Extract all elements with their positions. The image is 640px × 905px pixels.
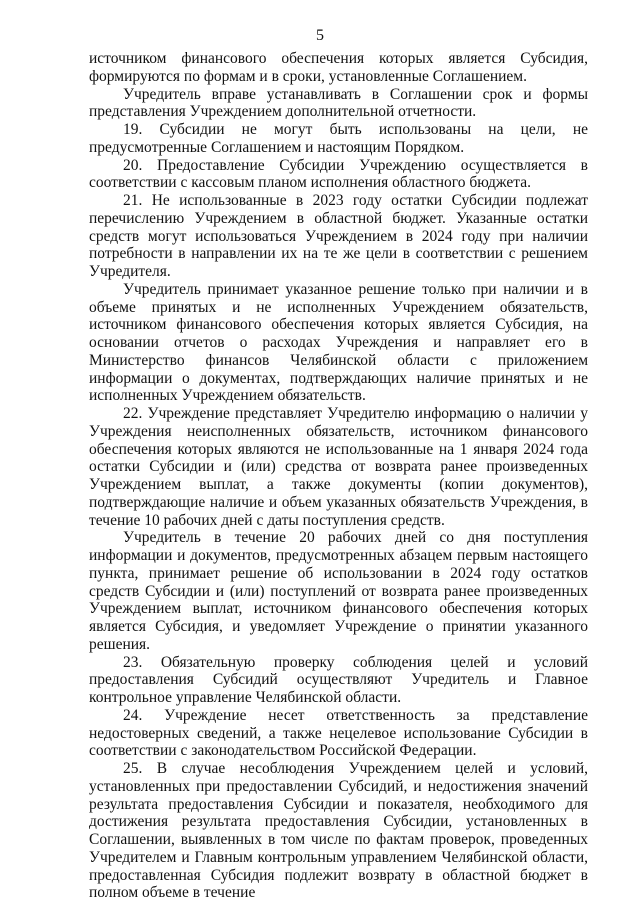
paragraph-clause-23: 23. Обязательную проверку соблюдения целей и условий предоставления Субсидий осуществляют Учредитель и Главное контрольное управление Челябинской области. bbox=[89, 653, 588, 706]
paragraph-clause-20: 20. Предоставление Субсидии Учреждению осуществляется в соответствии с кассовым планом исполнения областного бюджета. bbox=[89, 156, 588, 192]
paragraph-clause-25: 25. В случае несоблюдения Учреждением целей и условий, установленных при предоставлении Субсидий, и недостижения значений результата предоставления Субсидии и показателя, необходимого для достижения результата предоставления Субсидии, установленных в Соглашении, выявленных в том числе по фактам проверок, проведенных Учредителем и Главным контрольным управлением Челябинской области, предоставленная Субсидия подлежит возврату в областной бюджет в полном объеме в течение bbox=[89, 760, 588, 902]
document-body bbox=[89, 50, 588, 902]
paragraph-continuation: источником финансового обеспечения которых является Субсидия, формируются по формам и в сроки, установленные Соглашением. bbox=[89, 50, 588, 85]
paragraph-clause-22: 22. Учреждение представляет Учредителю информацию о наличии у Учреждения неисполненных обязательств, источником финансового обеспечения которых являются не использованные на 1 января 2024 года остатки Субсидии и (или) средства от возврата ранее произведенных Учреждением выплат, а также документы (копии документов), подтверждающие наличие и объем указанных обязательств Учреждения, в течение 10 рабочих дней с даты поступления средств. bbox=[89, 405, 588, 529]
paragraph-clause-21-decision: Учредитель принимает указанное решение только при наличии и в объеме принятых и не исполненных Учреждением обязательств, источником финансового обеспечения которых является Субсидия, на основании отчетов о расходах Учреждения и направляет его в Министерство финансов Челябинской области с приложением информации о документах, подтверждающих наличие принятых и не исполненных Учреждением обязательств. bbox=[89, 280, 588, 405]
paragraph-clause-22-decision: Учредитель в течение 20 рабочих дней со дня поступления информации и документов, предусмотренных абзацем первым настоящего пункта, принимает решение об использовании в 2024 году остатков средств Субсидии и (или) поступлений от возврата ранее произведенных Учреждением выплат, источником финансового обеспечения которых является Субсидия, и уведомляет Учреждение о принятии указанного решения. bbox=[89, 529, 588, 653]
page-number: 5 bbox=[316, 27, 324, 44]
paragraph-clause-19: 19. Субсидии не могут быть использованы на цели, не предусмотренные Соглашением и настоящим Порядком. bbox=[89, 121, 588, 156]
paragraph-founder-reporting: Учредитель вправе устанавливать в Соглашении срок и формы представления Учреждением дополнительной отчетности. bbox=[89, 85, 588, 121]
paragraph-clause-21: 21. Не использованные в 2023 году остатки Субсидии подлежат перечислению Учреждением в областной бюджет. Указанные остатки средств могут использоваться Учреждением в 2024 году при наличии потребности в направлении их на те же цели в соответствии с решением Учредителя. bbox=[89, 192, 588, 280]
paragraph-clause-24: 24. Учреждение несет ответственность за представление недостоверных сведений, а также нецелевое использование Субсидии в соответствии с законодательством Российской Федерации. bbox=[89, 706, 588, 760]
